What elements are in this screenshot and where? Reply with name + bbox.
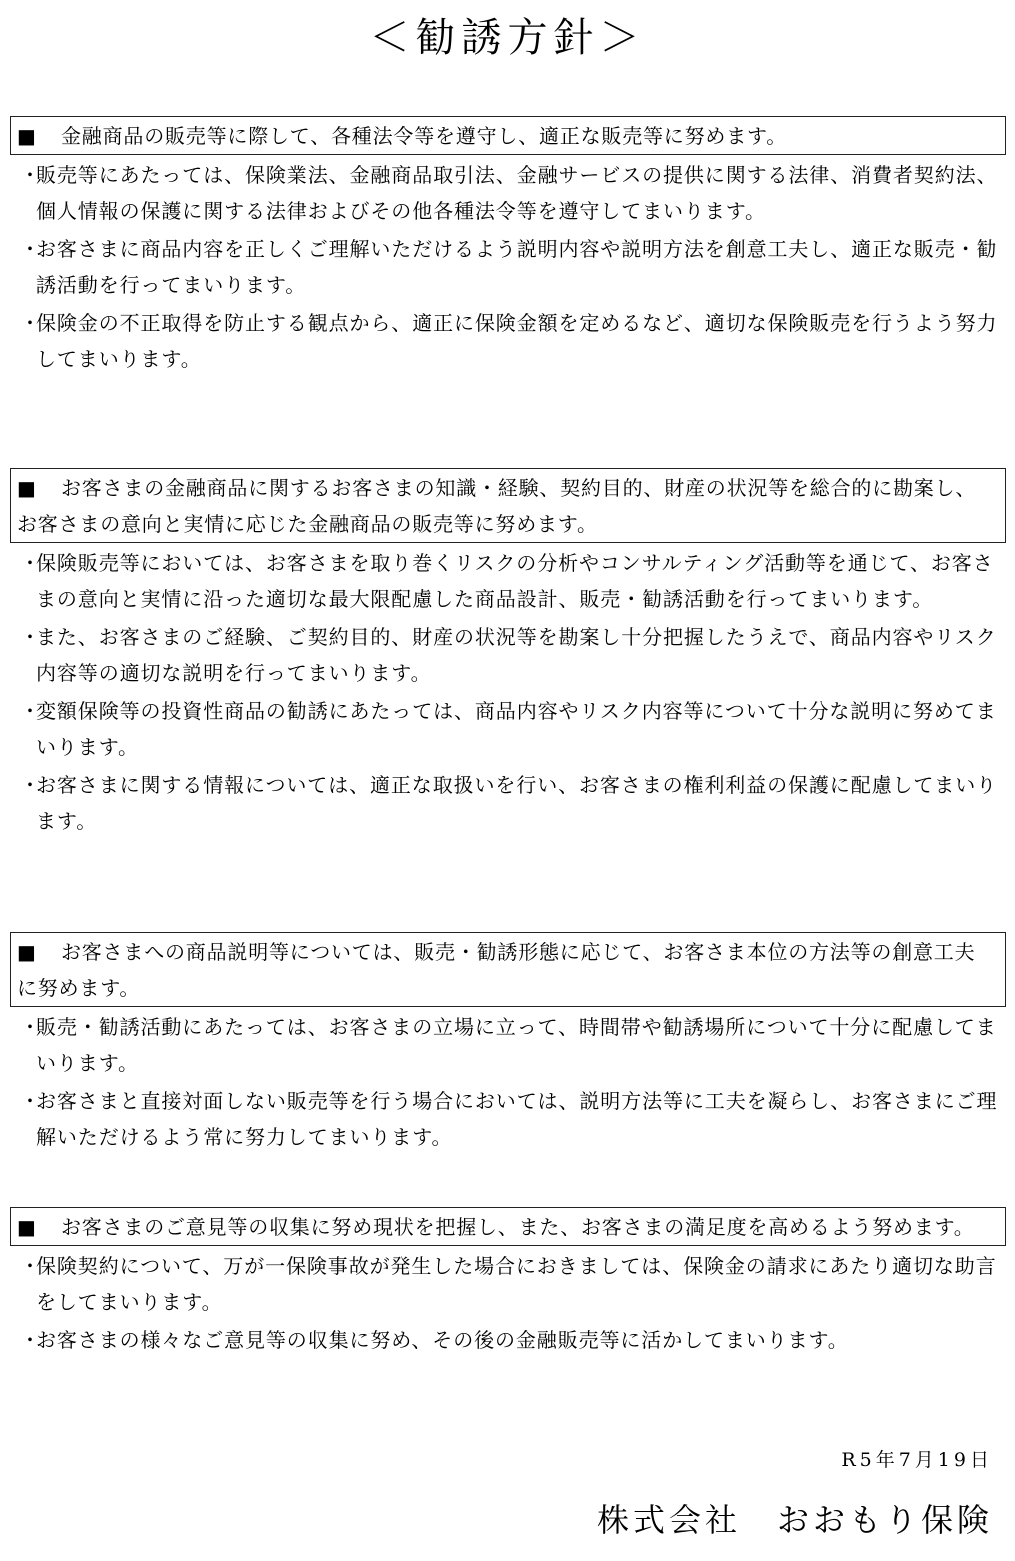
bullet-text: 販売・勧誘活動にあたっては、お客さまの立場に立って、時間帯や勧誘場所について十分に配慮してまいります。 — [36, 1015, 997, 1075]
list-item — [10, 767, 1006, 839]
bullet-list — [10, 1248, 1006, 1358]
bullet-icon: ・ — [20, 625, 41, 649]
black-square-icon: ■ — [17, 476, 37, 500]
black-square-icon: ■ — [17, 940, 37, 964]
bullet-text: また、お客さまのご経験、ご契約目的、財産の状況等を勘案し十分把握したうえで、商品内容やリスク内容等の適切な説明を行ってまいります。 — [36, 625, 997, 685]
list-item — [10, 545, 1006, 617]
company-name: 株式会社 おおもり保険 — [596, 1501, 993, 1539]
section-heading: お客さまの金融商品に関するお客さまの知識・経験、契約目的、財産の状況等を総合的に勘案し、お客さまの意向と実情に応じた金融商品の販売等に努めます。 — [17, 476, 977, 536]
section-heading-box — [10, 932, 1006, 1007]
list-item — [10, 231, 1006, 303]
bullet-icon: ・ — [20, 699, 41, 723]
bullet-text: お客さまの様々なご意見等の収集に努め、その後の金融販売等に活かしてまいります。 — [36, 1328, 849, 1352]
bullet-text: お客さまと直接対面しない販売等を行う場合においては、説明方法等に工夫を凝らし、お客さまにご理解いただけるよう常に努力してまいります。 — [36, 1089, 998, 1149]
bullet-icon: ・ — [20, 1089, 41, 1113]
bullet-text: 販売等にあたっては、保険業法、金融商品取引法、金融サービスの提供に関する法律、消費者契約法、個人情報の保護に関する法律およびその他各種法令等を遵守してまいります。 — [36, 163, 998, 223]
section-heading: お客さまへの商品説明等については、販売・勧誘形態に応じて、お客さま本位の方法等の創意工夫に努めます。 — [17, 940, 976, 1000]
list-item — [10, 305, 1006, 377]
section-heading-box — [10, 468, 1006, 543]
black-square-icon: ■ — [17, 1215, 37, 1239]
bullet-text: 保険契約について、万が一保険事故が発生した場合におきましては、保険金の請求にあたり適切な助言をしてまいります。 — [36, 1254, 997, 1314]
bullet-icon: ・ — [20, 163, 41, 187]
policy-section-2 — [10, 468, 1006, 839]
black-square-icon: ■ — [17, 124, 37, 148]
issue-date: R5年7月19日 — [841, 1449, 993, 1471]
list-item — [10, 1009, 1006, 1081]
bullet-icon: ・ — [20, 1328, 41, 1352]
section-heading: お客さまのご意見等の収集に努め現状を把握し、また、お客さまの満足度を高めるよう努めます。 — [61, 1215, 975, 1239]
policy-section-3 — [10, 932, 1006, 1155]
bullet-icon: ・ — [20, 1015, 41, 1039]
bullet-icon: ・ — [20, 311, 41, 335]
bullet-list — [10, 157, 1006, 377]
page-title: ＜勧誘方針＞ — [369, 15, 646, 61]
list-item — [10, 619, 1006, 691]
section-heading: 金融商品の販売等に際して、各種法令等を遵守し、適正な販売等に努めます。 — [61, 124, 787, 148]
policy-section-1 — [10, 116, 1006, 377]
bullet-list — [10, 545, 1006, 839]
list-item — [10, 693, 1006, 765]
bullet-text: 保険金の不正取得を防止する観点から、適正に保険金額を定めるなど、適切な保険販売を行うよう努力してまいります。 — [36, 311, 998, 371]
list-item — [10, 1083, 1006, 1155]
bullet-icon: ・ — [20, 551, 41, 575]
policy-section-4 — [10, 1207, 1006, 1358]
bullet-text: 保険販売等においては、お客さまを取り巻くリスクの分析やコンサルティング活動等を通じて、お客さまの意向と実情に沿った適切な最大限配慮した商品設計、販売・勧誘活動を行ってまいります。 — [36, 551, 994, 611]
bullet-icon: ・ — [20, 237, 41, 261]
bullet-text: お客さまに関する情報については、適正な取扱いを行い、お客さまの権利利益の保護に配慮してまいります。 — [36, 773, 997, 833]
bullet-icon: ・ — [20, 773, 41, 797]
list-item — [10, 1322, 1006, 1358]
bullet-text: お客さまに商品内容を正しくご理解いただけるよう説明内容や説明方法を創意工夫し、適正な販売・勧誘活動を行ってまいります。 — [36, 237, 998, 297]
list-item — [10, 1248, 1006, 1320]
section-heading-box — [10, 1207, 1006, 1246]
bullet-icon: ・ — [20, 1254, 41, 1278]
bullet-text: 変額保険等の投資性商品の勧誘にあたっては、商品内容やリスク内容等について十分な説明に努めてまいります。 — [36, 699, 997, 759]
section-heading-box — [10, 116, 1006, 155]
bullet-list — [10, 1009, 1006, 1155]
list-item — [10, 157, 1006, 229]
